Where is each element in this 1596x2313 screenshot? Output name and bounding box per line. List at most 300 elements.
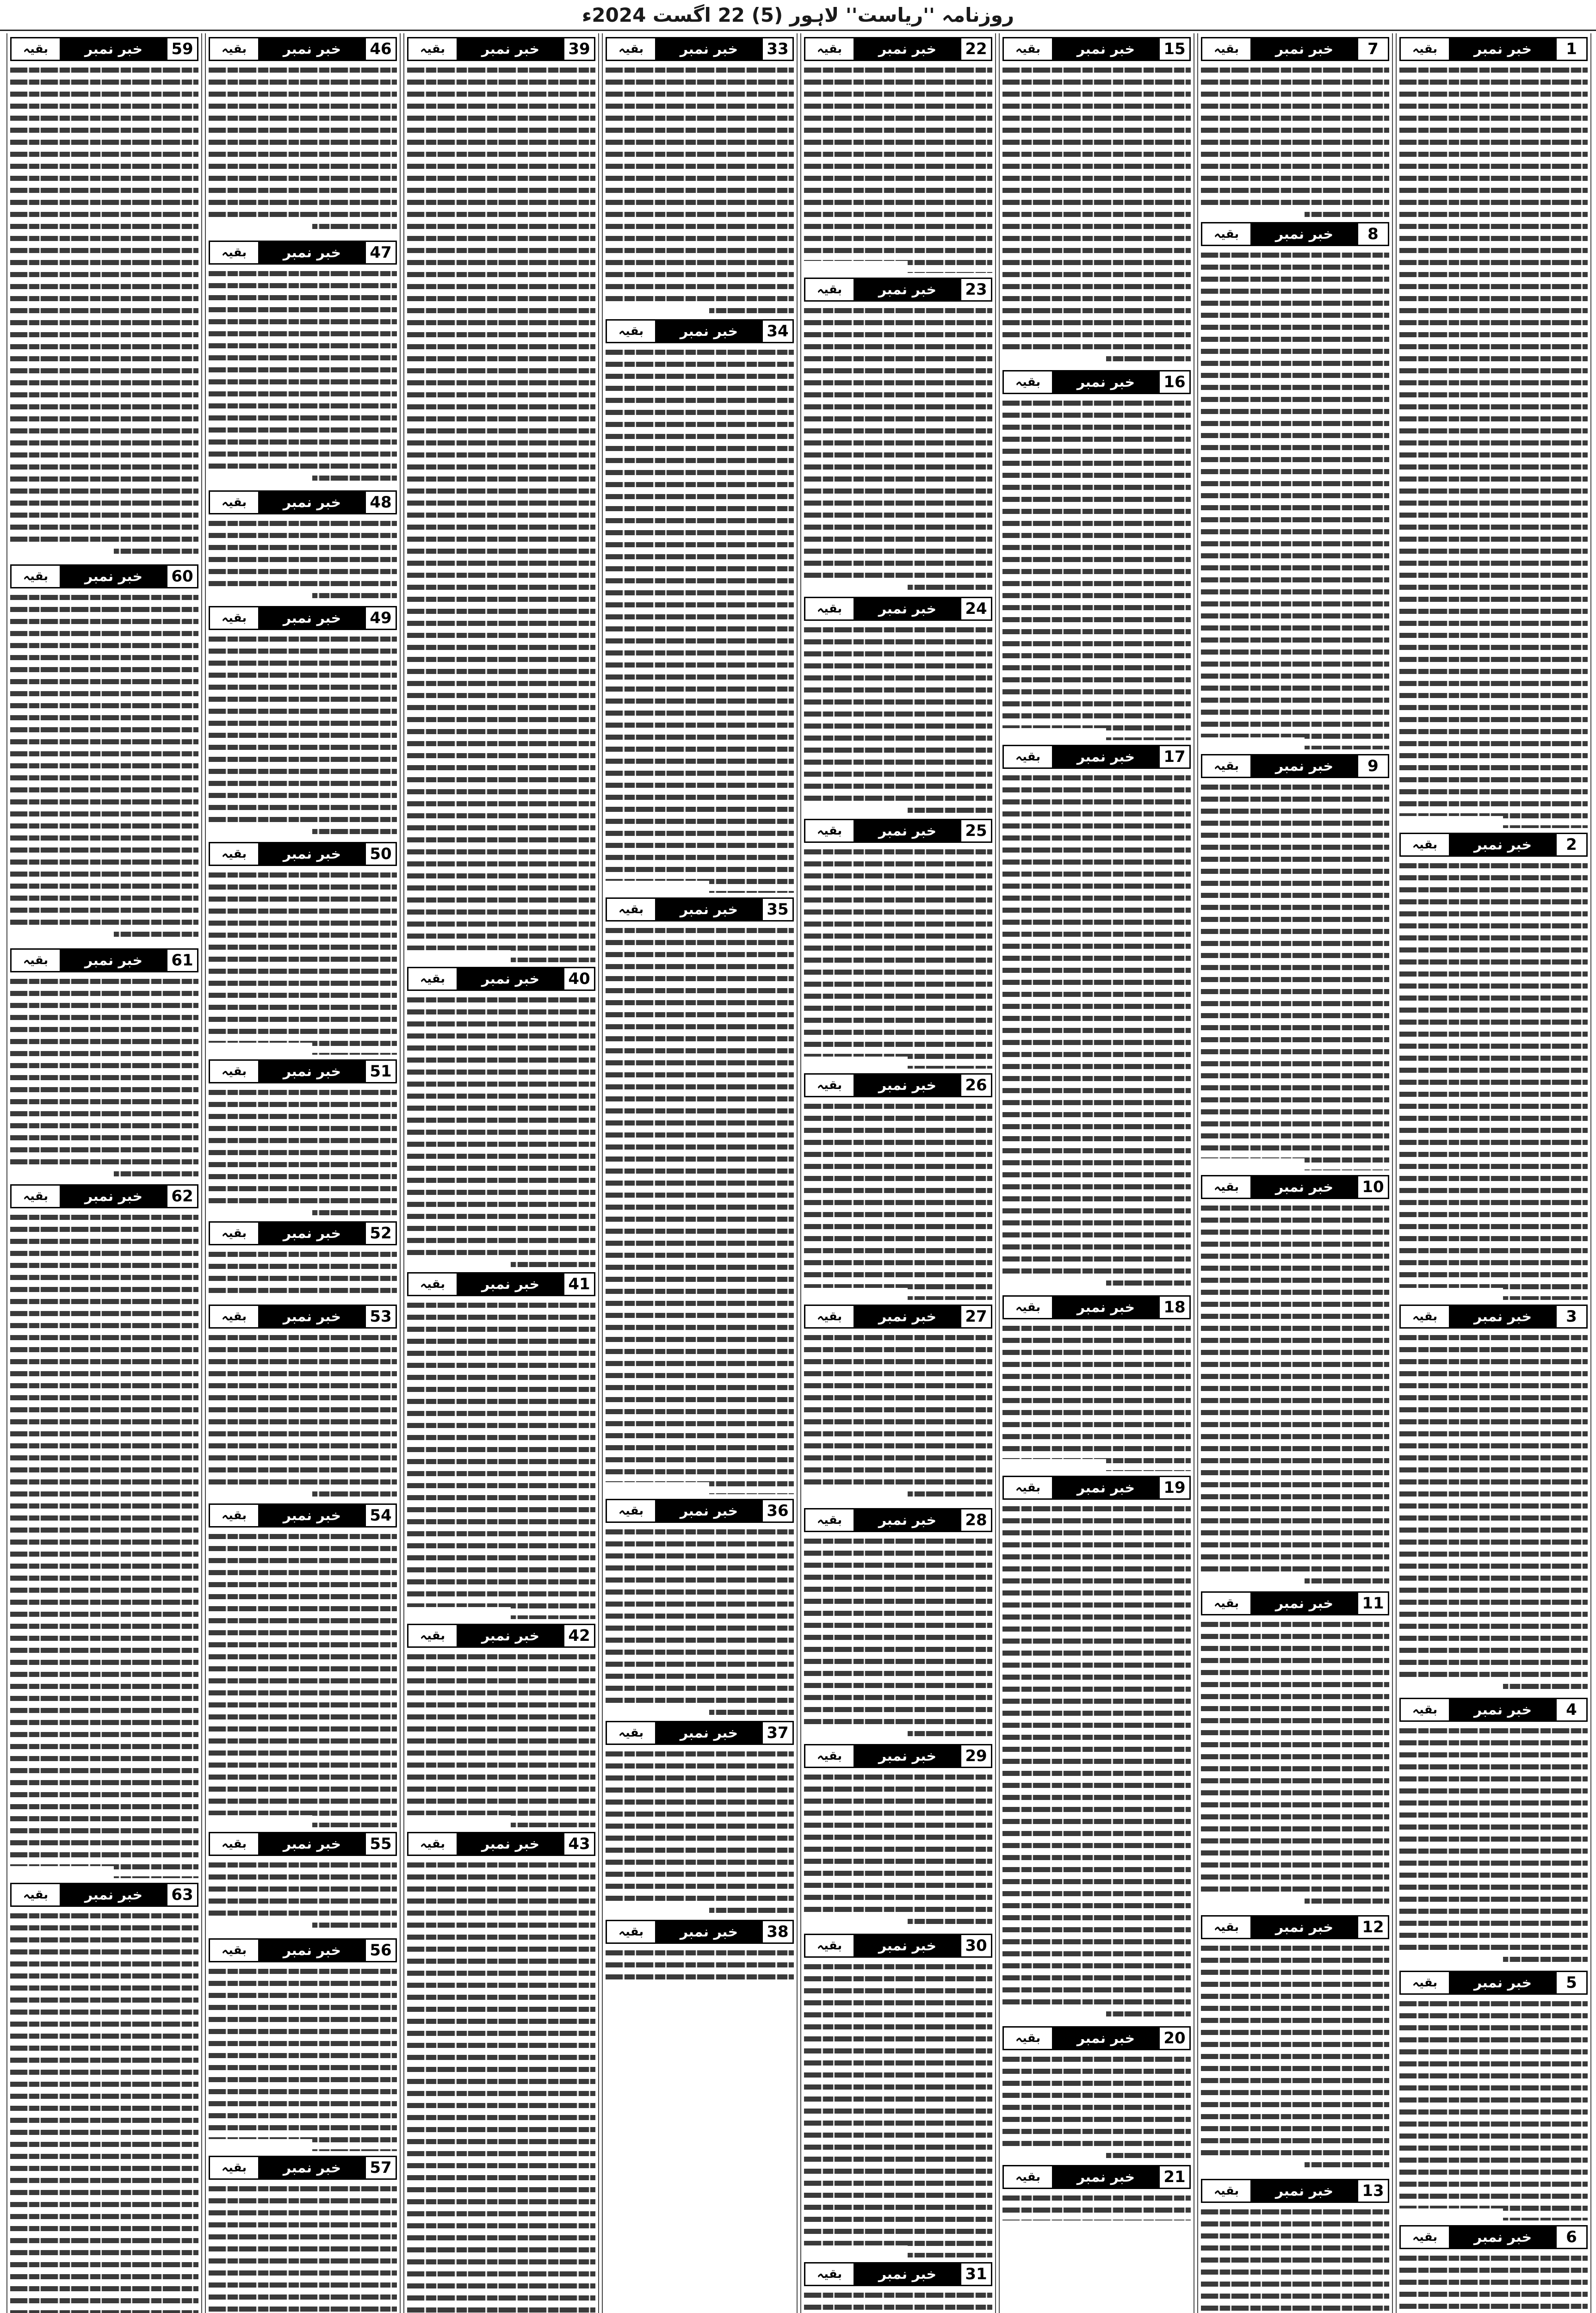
item-header — [209, 1221, 397, 1245]
section-label: خبر نمبر — [61, 37, 166, 61]
item-number: 12 — [1357, 1915, 1389, 1939]
continued-news-item — [1201, 1591, 1389, 1911]
item-number: 54 — [365, 1503, 397, 1528]
item-label: بقیہ — [1201, 1915, 1252, 1939]
item-number: 27 — [960, 1305, 992, 1329]
item-body-text — [10, 1911, 198, 2313]
item-body-text — [1002, 1323, 1191, 1471]
continued-news-item — [1201, 754, 1389, 1170]
item-number: 49 — [365, 606, 397, 630]
item-header — [804, 819, 992, 843]
item-header — [209, 842, 397, 866]
section-label: خبر نمبر — [260, 1221, 365, 1245]
item-label: بقیہ — [10, 564, 61, 588]
item-body-text — [804, 65, 992, 273]
item-body-text — [1201, 1943, 1389, 2174]
item-label: بقیہ — [1399, 1698, 1450, 1722]
news-column — [205, 33, 401, 2313]
item-header — [804, 278, 992, 302]
item-body-text — [209, 1860, 397, 1934]
item-number: 59 — [166, 37, 198, 61]
section-label: خبر نمبر — [260, 2156, 365, 2180]
item-header — [804, 597, 992, 621]
continued-news-item — [804, 37, 992, 273]
item-label: بقیہ — [804, 37, 855, 61]
section-label: خبر نمبر — [656, 897, 761, 921]
continued-news-item — [1399, 1305, 1588, 1693]
item-header — [804, 1934, 992, 1958]
item-number: 19 — [1158, 1476, 1191, 1500]
continued-news-item — [209, 1305, 397, 1499]
item-label: بقیہ — [804, 597, 855, 621]
item-label: بقیہ — [407, 37, 458, 61]
item-header — [10, 37, 198, 61]
item-number: 24 — [960, 597, 992, 621]
section-label: خبر نمبر — [458, 1624, 563, 1648]
item-label: بقیہ — [209, 1305, 260, 1329]
item-header — [10, 564, 198, 588]
item-label: بقیہ — [407, 1832, 458, 1856]
continued-news-item — [209, 1503, 397, 1827]
item-label: بقیہ — [1002, 370, 1053, 394]
section-label: خبر نمبر — [1053, 37, 1158, 61]
item-label: بقیہ — [1002, 745, 1053, 769]
item-number: 38 — [761, 1920, 794, 1944]
item-label: بقیہ — [209, 606, 260, 630]
item-body-text — [1399, 1725, 1588, 1966]
item-header — [1201, 2179, 1389, 2203]
item-label: بقیہ — [1399, 37, 1450, 61]
news-column — [800, 33, 996, 2313]
continued-news-item — [1201, 222, 1389, 749]
news-column — [1396, 33, 1591, 2313]
item-number: 25 — [960, 819, 992, 843]
item-number: 53 — [365, 1305, 397, 1329]
item-header — [1399, 37, 1588, 61]
item-body-text — [804, 1961, 992, 2257]
item-number: 13 — [1357, 2179, 1389, 2203]
section-label: خبر نمبر — [260, 1305, 365, 1329]
section-label: خبر نمبر — [1053, 1476, 1158, 1500]
item-label: بقیہ — [407, 967, 458, 991]
item-number: 61 — [166, 948, 198, 972]
item-label: بقیہ — [1399, 833, 1450, 857]
item-label: بقیہ — [606, 1920, 656, 1944]
item-header — [804, 1508, 992, 1532]
continued-news-item — [804, 1073, 992, 1300]
item-header — [606, 1920, 794, 1944]
section-label: خبر نمبر — [855, 597, 960, 621]
continued-news-item — [209, 1221, 397, 1300]
item-body-text — [606, 1948, 794, 1980]
continued-news-item — [209, 37, 397, 236]
item-label: بقیہ — [209, 1832, 260, 1856]
item-number: 47 — [365, 241, 397, 265]
item-header — [407, 1272, 595, 1296]
item-header — [1002, 745, 1191, 769]
section-label: خبر نمبر — [260, 1832, 365, 1856]
item-body-text — [606, 347, 794, 893]
item-label: بقیہ — [209, 1059, 260, 1083]
item-body-text — [606, 1527, 794, 1716]
item-header — [209, 37, 397, 61]
item-number: 5 — [1555, 1971, 1588, 1995]
section-label: خبر نمبر — [855, 1305, 960, 1329]
item-label: بقیہ — [606, 1499, 656, 1523]
item-body-text — [1399, 2253, 1588, 2313]
item-body-text — [1002, 773, 1191, 1291]
item-header — [804, 2262, 992, 2286]
item-header — [804, 1744, 992, 1768]
item-label: بقیہ — [1399, 2225, 1450, 2249]
item-body-text — [209, 1966, 397, 2151]
item-header — [804, 1305, 992, 1329]
section-label: خبر نمبر — [458, 967, 563, 991]
section-label: خبر نمبر — [61, 564, 166, 588]
item-number: 20 — [1158, 2026, 1191, 2050]
item-label: بقیہ — [1002, 37, 1053, 61]
item-label: بقیہ — [1201, 754, 1252, 778]
item-number: 37 — [761, 1721, 794, 1745]
continued-news-item — [1201, 37, 1389, 217]
item-header — [407, 37, 595, 61]
section-label: خبر نمبر — [1053, 745, 1158, 769]
item-label: بقیہ — [606, 319, 656, 343]
item-header — [1002, 1295, 1191, 1319]
item-header — [1201, 1591, 1389, 1615]
item-header — [606, 37, 794, 61]
section-label: خبر نمبر — [1252, 2179, 1357, 2203]
item-body-text — [10, 592, 198, 944]
continued-news-item — [1201, 2179, 1389, 2313]
section-label: خبر نمبر — [260, 490, 365, 514]
section-label: خبر نمبر — [855, 819, 960, 843]
continued-news-item — [10, 948, 198, 1180]
item-number: 3 — [1555, 1305, 1588, 1329]
item-number: 10 — [1357, 1175, 1389, 1199]
item-header — [1201, 754, 1389, 778]
continued-news-item — [1002, 2026, 1191, 2160]
continued-news-item — [804, 2262, 992, 2313]
continued-news-item — [1002, 745, 1191, 1291]
item-body-text — [209, 1531, 397, 1827]
continued-news-item — [804, 1305, 992, 1503]
item-header — [606, 319, 794, 343]
continued-news-item — [606, 37, 794, 315]
item-label: بقیہ — [804, 278, 855, 302]
section-label: خبر نمبر — [260, 37, 365, 61]
section-label: خبر نمبر — [458, 37, 563, 61]
item-body-text — [1399, 1332, 1588, 1693]
item-label: بقیہ — [1002, 1476, 1053, 1500]
item-body-text — [209, 518, 397, 601]
item-label: بقیہ — [1201, 2179, 1252, 2203]
item-label: بقیہ — [209, 1938, 260, 1962]
item-header — [606, 1721, 794, 1745]
item-body-text — [407, 1300, 595, 1619]
section-label: خبر نمبر — [458, 1272, 563, 1296]
item-label: بقیہ — [1002, 2165, 1053, 2189]
continued-news-item — [10, 564, 198, 944]
item-body-text — [804, 305, 992, 592]
item-body-text — [1002, 2054, 1191, 2160]
item-label: بقیہ — [1002, 1295, 1053, 1319]
item-header — [1399, 2225, 1588, 2249]
item-label: بقیہ — [1201, 37, 1252, 61]
item-body-text — [1399, 65, 1588, 828]
item-body-text — [1201, 250, 1389, 749]
item-number: 50 — [365, 842, 397, 866]
item-number: 2 — [1555, 833, 1588, 857]
section-label: خبر نمبر — [1252, 1915, 1357, 1939]
item-header — [1201, 37, 1389, 61]
continued-news-item — [209, 1059, 397, 1217]
item-label: بقیہ — [1201, 1591, 1252, 1615]
item-label: بقیہ — [209, 37, 260, 61]
item-body-text — [10, 1212, 198, 1878]
news-column — [999, 33, 1194, 2313]
item-label: بقیہ — [209, 490, 260, 514]
section-label: خبر نمبر — [61, 948, 166, 972]
continued-news-item — [1399, 2225, 1588, 2313]
item-header — [10, 1883, 198, 1907]
item-label: بقیہ — [1002, 2026, 1053, 2050]
item-number: 39 — [563, 37, 595, 61]
item-number: 41 — [563, 1272, 595, 1296]
item-header — [606, 1499, 794, 1523]
item-body-text — [1201, 1619, 1389, 1911]
item-body-text — [407, 1860, 595, 2313]
item-label: بقیہ — [804, 819, 855, 843]
news-column — [1197, 33, 1393, 2313]
item-label: بقیہ — [10, 948, 61, 972]
continued-news-item — [209, 2156, 397, 2313]
item-header — [1002, 1476, 1191, 1500]
section-label: خبر نمبر — [1053, 1295, 1158, 1319]
section-label: خبر نمبر — [1053, 2165, 1158, 2189]
item-number: 9 — [1357, 754, 1389, 778]
item-body-text — [804, 1536, 992, 1739]
item-number: 36 — [761, 1499, 794, 1523]
continued-news-item — [1002, 1295, 1191, 1471]
item-body-text — [209, 2183, 397, 2313]
item-number: 33 — [761, 37, 794, 61]
item-label: بقیہ — [804, 2262, 855, 2286]
section-label: خبر نمبر — [656, 1721, 761, 1745]
section-label: خبر نمبر — [855, 2262, 960, 2286]
item-number: 55 — [365, 1832, 397, 1856]
item-body-text — [1002, 398, 1191, 740]
item-header — [407, 1832, 595, 1856]
item-body-text — [10, 976, 198, 1180]
continued-news-item — [804, 819, 992, 1069]
section-label: خبر نمبر — [1252, 754, 1357, 778]
section-label: خبر نمبر — [1450, 2225, 1555, 2249]
section-label: خبر نمبر — [1252, 222, 1357, 246]
item-body-text — [804, 625, 992, 814]
item-body-text — [804, 847, 992, 1069]
section-label: خبر نمبر — [1252, 1591, 1357, 1615]
section-label: خبر نمبر — [656, 1499, 761, 1523]
item-label: بقیہ — [606, 37, 656, 61]
item-number: 43 — [563, 1832, 595, 1856]
continued-news-item — [209, 241, 397, 486]
continued-news-item — [606, 1499, 794, 1716]
item-header — [804, 1073, 992, 1097]
item-header — [1201, 1175, 1389, 1199]
section-label: خبر نمبر — [260, 241, 365, 265]
item-number: 23 — [960, 278, 992, 302]
item-header — [407, 967, 595, 991]
item-label: بقیہ — [407, 1624, 458, 1648]
item-header — [209, 1938, 397, 1962]
section-label: خبر نمبر — [656, 37, 761, 61]
item-label: بقیہ — [804, 1073, 855, 1097]
item-number: 17 — [1158, 745, 1191, 769]
section-label: خبر نمبر — [1450, 37, 1555, 61]
item-label: بقیہ — [407, 1272, 458, 1296]
continued-news-item — [209, 1938, 397, 2151]
item-body-text — [209, 1087, 397, 1217]
item-label: بقیہ — [804, 1508, 855, 1532]
item-body-text — [606, 1749, 794, 1915]
item-number: 56 — [365, 1938, 397, 1962]
continued-news-item — [1399, 37, 1588, 828]
section-label: خبر نمبر — [855, 1073, 960, 1097]
news-column — [602, 33, 798, 2313]
item-label: بقیہ — [1201, 222, 1252, 246]
item-body-text — [209, 268, 397, 486]
item-body-text — [1201, 65, 1389, 217]
item-body-text — [209, 1332, 397, 1499]
item-body-text — [10, 65, 198, 560]
continued-news-item — [407, 967, 595, 1268]
item-header — [1399, 1698, 1588, 1722]
item-number: 60 — [166, 564, 198, 588]
continued-news-item — [407, 1272, 595, 1619]
section-label: خبر نمبر — [1053, 370, 1158, 394]
item-number: 4 — [1555, 1698, 1588, 1722]
continued-news-item — [1399, 833, 1588, 1300]
item-label: بقیہ — [209, 241, 260, 265]
item-number: 62 — [166, 1184, 198, 1208]
section-label: خبر نمبر — [855, 37, 960, 61]
item-number: 8 — [1357, 222, 1389, 246]
section-label: خبر نمبر — [855, 1934, 960, 1958]
continued-news-item — [1201, 1175, 1389, 1587]
section-label: خبر نمبر — [1252, 1175, 1357, 1199]
item-body-text — [804, 1332, 992, 1503]
item-body-text — [606, 65, 794, 315]
section-label: خبر نمبر — [260, 1059, 365, 1083]
masthead — [0, 0, 1596, 31]
item-body-text — [407, 65, 595, 962]
continued-news-item — [10, 1184, 198, 1878]
item-body-text — [1201, 782, 1389, 1170]
item-body-text — [209, 1249, 397, 1300]
item-number: 42 — [563, 1624, 595, 1648]
item-number: 15 — [1158, 37, 1191, 61]
continued-news-item — [209, 842, 397, 1055]
item-label: بقیہ — [209, 842, 260, 866]
item-label: بقیہ — [209, 1503, 260, 1528]
item-label: بقیہ — [804, 1744, 855, 1768]
continued-news-item — [407, 37, 595, 962]
item-body-text — [407, 995, 595, 1268]
item-number: 35 — [761, 897, 794, 921]
continued-news-item — [209, 1832, 397, 1934]
section-label: خبر نمبر — [61, 1883, 166, 1907]
section-label: خبر نمبر — [855, 1508, 960, 1532]
section-label: خبر نمبر — [855, 278, 960, 302]
item-number: 34 — [761, 319, 794, 343]
item-number: 18 — [1158, 1295, 1191, 1319]
item-number: 31 — [960, 2262, 992, 2286]
section-label: خبر نمبر — [1053, 2026, 1158, 2050]
item-body-text — [1399, 860, 1588, 1300]
item-header — [209, 490, 397, 514]
continued-news-item — [407, 1624, 595, 1827]
continued-news-item — [606, 319, 794, 893]
item-header — [1002, 2026, 1191, 2050]
section-label: خبر نمبر — [61, 1184, 166, 1208]
continued-news-item — [804, 1508, 992, 1739]
item-body-text — [407, 1651, 595, 1827]
item-body-text — [209, 870, 397, 1055]
section-label: خبر نمبر — [260, 842, 365, 866]
item-number: 51 — [365, 1059, 397, 1083]
item-body-text — [1002, 1503, 1191, 2022]
continued-news-item — [606, 1721, 794, 1915]
continued-news-item — [606, 1920, 794, 1980]
item-header — [209, 241, 397, 265]
continued-news-item — [804, 597, 992, 814]
item-label: بقیہ — [804, 1305, 855, 1329]
section-label: خبر نمبر — [656, 319, 761, 343]
continued-news-item — [1002, 2165, 1191, 2220]
item-label: بقیہ — [10, 37, 61, 61]
item-label: بقیہ — [606, 897, 656, 921]
item-body-text — [804, 2290, 992, 2313]
item-header — [1002, 37, 1191, 61]
continued-news-item — [1201, 1915, 1389, 2174]
item-number: 16 — [1158, 370, 1191, 394]
item-body-text — [209, 634, 397, 837]
item-body-text — [1201, 1203, 1389, 1587]
item-number: 40 — [563, 967, 595, 991]
item-number: 6 — [1555, 2225, 1588, 2249]
item-number: 30 — [960, 1934, 992, 1958]
item-header — [606, 897, 794, 921]
item-label: بقیہ — [1201, 1175, 1252, 1199]
section-label: خبر نمبر — [855, 1744, 960, 1768]
continued-news-item — [209, 490, 397, 601]
item-header — [804, 37, 992, 61]
continued-news-item — [1399, 1971, 1588, 2220]
item-header — [209, 1059, 397, 1083]
item-header — [10, 948, 198, 972]
continued-news-item — [1002, 1476, 1191, 2022]
item-number: 46 — [365, 37, 397, 61]
continued-news-item — [804, 278, 992, 592]
item-number: 26 — [960, 1073, 992, 1097]
item-body-text — [1002, 2193, 1191, 2220]
section-label: خبر نمبر — [1450, 1971, 1555, 1995]
item-label: بقیہ — [1399, 1305, 1450, 1329]
continued-news-item — [10, 1883, 198, 2313]
item-body-text — [1201, 2207, 1389, 2313]
continued-news-item — [804, 1744, 992, 1929]
